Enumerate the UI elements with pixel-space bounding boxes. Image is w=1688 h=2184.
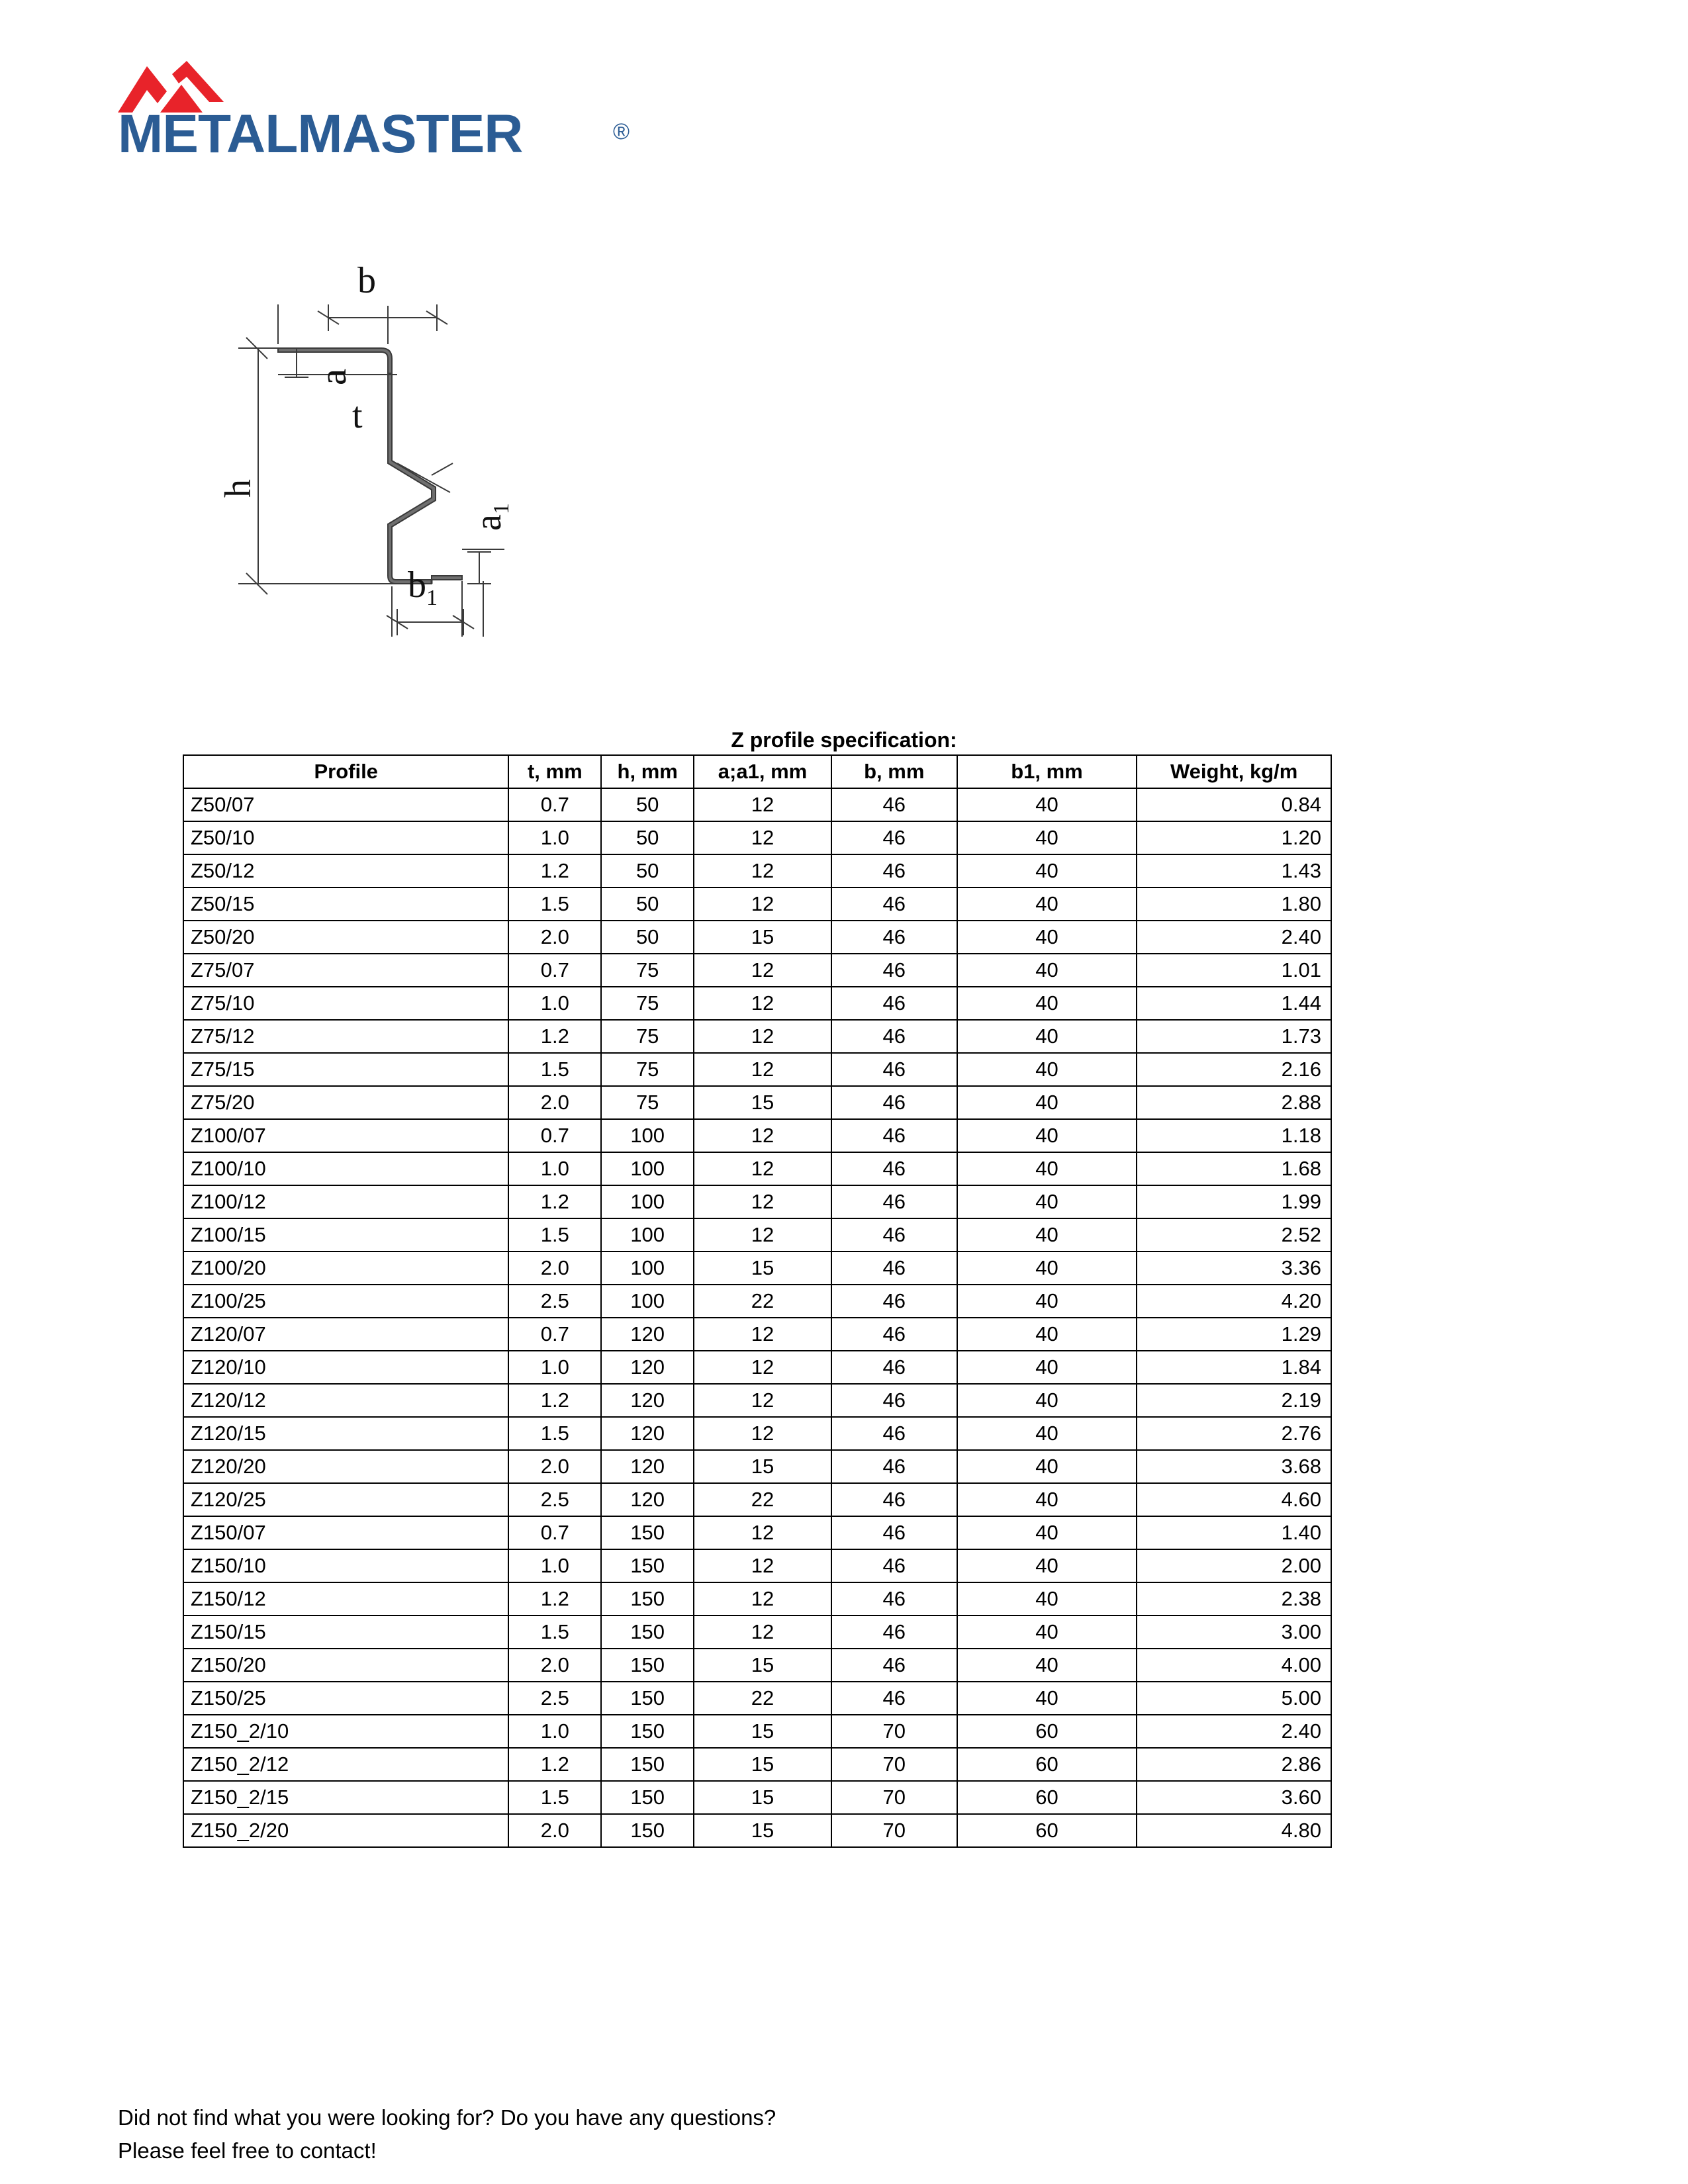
cell-t: 1.0	[508, 1549, 601, 1582]
table-row	[183, 1020, 1331, 1053]
cell-a-a1: 12	[694, 1582, 831, 1615]
cell-profile: Z50/15	[183, 887, 508, 921]
cell-b: 46	[831, 1152, 957, 1185]
cell-weight: 4.00	[1137, 1649, 1331, 1682]
cell-b1: 40	[957, 788, 1137, 821]
cell-t: 2.0	[508, 921, 601, 954]
cell-a-a1: 12	[694, 1516, 831, 1549]
table-row	[183, 1483, 1331, 1516]
brand-name: METALMASTER	[118, 104, 523, 164]
cell-a-a1: 12	[694, 854, 831, 887]
cell-profile: Z100/20	[183, 1251, 508, 1285]
dim-label-b: b	[357, 260, 376, 301]
table-row	[183, 921, 1331, 954]
cell-weight: 1.29	[1137, 1318, 1331, 1351]
cell-h: 150	[601, 1549, 694, 1582]
cell-profile: Z120/07	[183, 1318, 508, 1351]
dim-label-a1	[467, 503, 514, 531]
dim-label-a1-sub: 1	[489, 503, 514, 515]
cell-b1: 40	[957, 1119, 1137, 1152]
cell-b: 46	[831, 1285, 957, 1318]
cell-weight: 0.84	[1137, 788, 1331, 821]
cell-profile: Z150/10	[183, 1549, 508, 1582]
cell-t: 2.0	[508, 1649, 601, 1682]
cell-b1: 60	[957, 1715, 1137, 1748]
table-row	[183, 1152, 1331, 1185]
cell-b: 46	[831, 1450, 957, 1483]
brand-logo	[118, 61, 687, 167]
cell-b: 46	[831, 1549, 957, 1582]
cell-b1: 40	[957, 1450, 1137, 1483]
cell-t: 1.2	[508, 1582, 601, 1615]
cell-h: 120	[601, 1351, 694, 1384]
cell-h: 100	[601, 1218, 694, 1251]
cell-a-a1: 15	[694, 1715, 831, 1748]
cell-b: 46	[831, 1251, 957, 1285]
table-header	[183, 755, 1331, 788]
cell-b1: 40	[957, 887, 1137, 921]
cell-t: 2.5	[508, 1285, 601, 1318]
cell-t: 2.0	[508, 1086, 601, 1119]
cell-h: 50	[601, 788, 694, 821]
cell-profile: Z75/10	[183, 987, 508, 1020]
cell-b1: 40	[957, 1351, 1137, 1384]
cell-t: 2.5	[508, 1682, 601, 1715]
dim-label-t: t	[352, 395, 363, 436]
cell-h: 150	[601, 1814, 694, 1847]
cell-a-a1: 12	[694, 1417, 831, 1450]
cell-b1: 60	[957, 1748, 1137, 1781]
cell-b1: 40	[957, 1251, 1137, 1285]
cell-a-a1: 15	[694, 1086, 831, 1119]
cell-t: 1.5	[508, 1781, 601, 1814]
cell-h: 150	[601, 1516, 694, 1549]
cell-t: 0.7	[508, 1516, 601, 1549]
cell-weight: 1.73	[1137, 1020, 1331, 1053]
cell-b: 70	[831, 1781, 957, 1814]
cell-b: 70	[831, 1748, 957, 1781]
table-row	[183, 788, 1331, 821]
cell-a-a1: 12	[694, 1119, 831, 1152]
cell-weight: 1.68	[1137, 1152, 1331, 1185]
cell-profile: Z120/25	[183, 1483, 508, 1516]
cell-b: 46	[831, 1649, 957, 1682]
table-row	[183, 1086, 1331, 1119]
cell-a-a1: 15	[694, 921, 831, 954]
cell-a-a1: 12	[694, 1152, 831, 1185]
table-row	[183, 1384, 1331, 1417]
cell-weight: 1.01	[1137, 954, 1331, 987]
cell-weight: 2.19	[1137, 1384, 1331, 1417]
cell-h: 150	[601, 1682, 694, 1715]
cell-b: 46	[831, 1384, 957, 1417]
table-row	[183, 1682, 1331, 1715]
table-row	[183, 1715, 1331, 1748]
dim-label-a1-base: a	[468, 514, 509, 531]
cell-t: 1.2	[508, 1020, 601, 1053]
cell-profile: Z100/10	[183, 1152, 508, 1185]
table-row	[183, 1549, 1331, 1582]
cell-weight: 3.00	[1137, 1615, 1331, 1649]
cell-b: 46	[831, 1417, 957, 1450]
cell-b: 46	[831, 1351, 957, 1384]
cell-a-a1: 22	[694, 1285, 831, 1318]
cell-a-a1: 12	[694, 954, 831, 987]
cell-weight: 2.00	[1137, 1549, 1331, 1582]
cell-weight: 4.80	[1137, 1814, 1331, 1847]
column-header-a-a1: a;a1, mm	[694, 755, 831, 788]
cell-b1: 40	[957, 1649, 1137, 1682]
cell-weight: 2.86	[1137, 1748, 1331, 1781]
column-header-b1: b1, mm	[957, 755, 1137, 788]
cell-h: 150	[601, 1715, 694, 1748]
cell-weight: 1.80	[1137, 887, 1331, 921]
cell-h: 50	[601, 921, 694, 954]
cell-b1: 40	[957, 1615, 1137, 1649]
cell-t: 0.7	[508, 1119, 601, 1152]
profile-cross-section-svg	[199, 265, 702, 668]
cell-b: 46	[831, 987, 957, 1020]
cell-profile: Z75/20	[183, 1086, 508, 1119]
cell-t: 1.5	[508, 1417, 601, 1450]
table-row	[183, 1582, 1331, 1615]
table-row	[183, 1781, 1331, 1814]
cell-b1: 40	[957, 1086, 1137, 1119]
cell-profile: Z75/07	[183, 954, 508, 987]
cell-weight: 2.16	[1137, 1053, 1331, 1086]
cell-b1: 40	[957, 1152, 1137, 1185]
cell-b1: 40	[957, 1185, 1137, 1218]
table-row	[183, 1218, 1331, 1251]
cell-profile: Z75/12	[183, 1020, 508, 1053]
column-header-profile: Profile	[183, 755, 508, 788]
table-header-row	[183, 755, 1331, 788]
cell-b: 46	[831, 1218, 957, 1251]
table-caption: Z profile specification:	[731, 728, 957, 752]
z-profile-drawing	[199, 260, 702, 668]
table-row	[183, 1814, 1331, 1847]
table-row	[183, 1119, 1331, 1152]
column-header-weight: Weight, kg/m	[1137, 755, 1331, 788]
column-header-h: h, mm	[601, 755, 694, 788]
cell-profile: Z120/15	[183, 1417, 508, 1450]
cell-t: 1.5	[508, 1615, 601, 1649]
cell-weight: 2.88	[1137, 1086, 1331, 1119]
cell-profile: Z120/12	[183, 1384, 508, 1417]
cell-a-a1: 12	[694, 1615, 831, 1649]
cell-profile: Z50/10	[183, 821, 508, 854]
cell-weight: 1.99	[1137, 1185, 1331, 1218]
cell-t: 1.0	[508, 1351, 601, 1384]
cell-h: 100	[601, 1152, 694, 1185]
cell-h: 75	[601, 987, 694, 1020]
cell-b: 70	[831, 1814, 957, 1847]
cell-b: 46	[831, 1516, 957, 1549]
cell-a-a1: 12	[694, 1218, 831, 1251]
cell-b1: 60	[957, 1781, 1137, 1814]
cell-weight: 4.20	[1137, 1285, 1331, 1318]
cell-profile: Z150_2/20	[183, 1814, 508, 1847]
cell-t: 2.0	[508, 1814, 601, 1847]
cell-weight: 1.40	[1137, 1516, 1331, 1549]
cell-h: 75	[601, 954, 694, 987]
cell-profile: Z150/07	[183, 1516, 508, 1549]
cell-profile: Z50/20	[183, 921, 508, 954]
table-row	[183, 1185, 1331, 1218]
cell-profile: Z150/12	[183, 1582, 508, 1615]
cell-b1: 40	[957, 1483, 1137, 1516]
cell-a-a1: 15	[694, 1649, 831, 1682]
cell-b: 46	[831, 1318, 957, 1351]
cell-h: 75	[601, 1053, 694, 1086]
cell-t: 1.0	[508, 1152, 601, 1185]
cell-a-a1: 15	[694, 1748, 831, 1781]
footer-line-1: Did not find what you were looking for? Do you have any questions?	[118, 2105, 776, 2130]
table-row	[183, 1351, 1331, 1384]
cell-h: 120	[601, 1450, 694, 1483]
cell-b: 46	[831, 1185, 957, 1218]
cell-h: 150	[601, 1582, 694, 1615]
contact-footer	[118, 2101, 776, 2167]
cell-b1: 40	[957, 1285, 1137, 1318]
cell-t: 0.7	[508, 1318, 601, 1351]
cell-h: 120	[601, 1483, 694, 1516]
cell-profile: Z100/07	[183, 1119, 508, 1152]
cell-h: 120	[601, 1417, 694, 1450]
cell-a-a1: 12	[694, 887, 831, 921]
cell-t: 2.0	[508, 1450, 601, 1483]
cell-profile: Z150_2/12	[183, 1748, 508, 1781]
cell-h: 150	[601, 1748, 694, 1781]
cell-a-a1: 15	[694, 1781, 831, 1814]
cell-b: 46	[831, 921, 957, 954]
cell-a-a1: 15	[694, 1814, 831, 1847]
cell-b1: 40	[957, 1384, 1137, 1417]
cell-weight: 3.36	[1137, 1251, 1331, 1285]
cell-b1: 40	[957, 921, 1137, 954]
cell-h: 50	[601, 854, 694, 887]
table-row	[183, 1748, 1331, 1781]
cell-t: 1.2	[508, 854, 601, 887]
cell-a-a1: 12	[694, 1185, 831, 1218]
cell-t: 1.5	[508, 887, 601, 921]
cell-h: 75	[601, 1086, 694, 1119]
cell-weight: 2.38	[1137, 1582, 1331, 1615]
cell-weight: 1.18	[1137, 1119, 1331, 1152]
registered-mark-icon: ®	[613, 119, 630, 144]
cell-b1: 40	[957, 1417, 1137, 1450]
table-row	[183, 954, 1331, 987]
cell-b: 46	[831, 1483, 957, 1516]
cell-weight: 4.60	[1137, 1483, 1331, 1516]
dim-label-b1	[408, 564, 438, 611]
cell-profile: Z150/25	[183, 1682, 508, 1715]
cell-h: 150	[601, 1615, 694, 1649]
cell-t: 2.5	[508, 1483, 601, 1516]
cell-b: 46	[831, 1086, 957, 1119]
cell-h: 150	[601, 1649, 694, 1682]
cell-b1: 40	[957, 1516, 1137, 1549]
cell-b1: 40	[957, 1053, 1137, 1086]
dim-label-b1-sub: 1	[426, 586, 438, 611]
cell-a-a1: 15	[694, 1251, 831, 1285]
cell-profile: Z150/20	[183, 1649, 508, 1682]
cell-b: 46	[831, 1020, 957, 1053]
cell-weight: 2.76	[1137, 1417, 1331, 1450]
cell-t: 1.0	[508, 1715, 601, 1748]
cell-weight: 1.44	[1137, 987, 1331, 1020]
table-body	[183, 788, 1331, 1847]
table-row	[183, 821, 1331, 854]
table-row	[183, 1053, 1331, 1086]
cell-h: 50	[601, 887, 694, 921]
table-row	[183, 1450, 1331, 1483]
cell-weight: 2.52	[1137, 1218, 1331, 1251]
cell-profile: Z100/25	[183, 1285, 508, 1318]
cell-profile: Z150_2/15	[183, 1781, 508, 1814]
table-row	[183, 987, 1331, 1020]
cell-b1: 60	[957, 1814, 1137, 1847]
footer-line-2: Please feel free to contact!	[118, 2138, 377, 2163]
cell-profile: Z150_2/10	[183, 1715, 508, 1748]
cell-t: 1.5	[508, 1053, 601, 1086]
cell-h: 100	[601, 1285, 694, 1318]
cell-b1: 40	[957, 1318, 1137, 1351]
cell-a-a1: 12	[694, 1384, 831, 1417]
dim-label-a: a	[313, 369, 354, 385]
cell-profile: Z120/20	[183, 1450, 508, 1483]
cell-t: 1.5	[508, 1218, 601, 1251]
cell-b: 46	[831, 1119, 957, 1152]
dim-label-h: h	[218, 479, 259, 498]
cell-b: 46	[831, 1615, 957, 1649]
cell-b: 46	[831, 854, 957, 887]
cell-b: 46	[831, 788, 957, 821]
cell-t: 1.0	[508, 987, 601, 1020]
table-row	[183, 1649, 1331, 1682]
cell-b: 46	[831, 887, 957, 921]
cell-t: 1.2	[508, 1748, 601, 1781]
cell-a-a1: 12	[694, 1053, 831, 1086]
cell-h: 50	[601, 821, 694, 854]
cell-a-a1: 12	[694, 1318, 831, 1351]
cell-b1: 40	[957, 954, 1137, 987]
cell-b1: 40	[957, 1218, 1137, 1251]
cell-b1: 40	[957, 1020, 1137, 1053]
cell-h: 150	[601, 1781, 694, 1814]
cell-profile: Z50/07	[183, 788, 508, 821]
cell-h: 100	[601, 1119, 694, 1152]
cell-weight: 1.20	[1137, 821, 1331, 854]
table-row	[183, 1615, 1331, 1649]
cell-weight: 1.84	[1137, 1351, 1331, 1384]
cell-profile: Z150/15	[183, 1615, 508, 1649]
cell-t: 0.7	[508, 788, 601, 821]
cell-t: 1.2	[508, 1384, 601, 1417]
cell-a-a1: 12	[694, 821, 831, 854]
cell-a-a1: 12	[694, 788, 831, 821]
cell-h: 120	[601, 1318, 694, 1351]
cell-b: 46	[831, 1682, 957, 1715]
table-row	[183, 887, 1331, 921]
cell-h: 100	[601, 1185, 694, 1218]
table-row	[183, 1285, 1331, 1318]
cell-b1: 40	[957, 1582, 1137, 1615]
cell-b1: 40	[957, 987, 1137, 1020]
column-header-b: b, mm	[831, 755, 957, 788]
cell-weight: 3.60	[1137, 1781, 1331, 1814]
cell-weight: 2.40	[1137, 1715, 1331, 1748]
cell-a-a1: 12	[694, 987, 831, 1020]
cell-b1: 40	[957, 854, 1137, 887]
table-row	[183, 854, 1331, 887]
z-profile-spec-table	[183, 754, 1332, 1848]
cell-b: 46	[831, 1582, 957, 1615]
table-row	[183, 1516, 1331, 1549]
table-row	[183, 1251, 1331, 1285]
cell-a-a1: 15	[694, 1450, 831, 1483]
cell-b1: 40	[957, 1682, 1137, 1715]
cell-profile: Z50/12	[183, 854, 508, 887]
cell-weight: 3.68	[1137, 1450, 1331, 1483]
cell-b: 70	[831, 1715, 957, 1748]
table-row	[183, 1318, 1331, 1351]
cell-b: 46	[831, 821, 957, 854]
cell-profile: Z100/12	[183, 1185, 508, 1218]
cell-weight: 5.00	[1137, 1682, 1331, 1715]
cell-a-a1: 22	[694, 1483, 831, 1516]
cell-h: 120	[601, 1384, 694, 1417]
cell-profile: Z100/15	[183, 1218, 508, 1251]
cell-profile: Z75/15	[183, 1053, 508, 1086]
column-header-t: t, mm	[508, 755, 601, 788]
cell-weight: 2.40	[1137, 921, 1331, 954]
cell-b: 46	[831, 1053, 957, 1086]
dim-label-b1-base: b	[408, 565, 426, 606]
cell-t: 1.0	[508, 821, 601, 854]
cell-a-a1: 12	[694, 1351, 831, 1384]
cell-t: 1.2	[508, 1185, 601, 1218]
cell-b: 46	[831, 954, 957, 987]
cell-weight: 1.43	[1137, 854, 1331, 887]
cell-h: 75	[601, 1020, 694, 1053]
cell-profile: Z120/10	[183, 1351, 508, 1384]
cell-a-a1: 22	[694, 1682, 831, 1715]
cell-h: 100	[601, 1251, 694, 1285]
cell-a-a1: 12	[694, 1549, 831, 1582]
table-row	[183, 1417, 1331, 1450]
cell-t: 2.0	[508, 1251, 601, 1285]
cell-a-a1: 12	[694, 1020, 831, 1053]
cell-t: 0.7	[508, 954, 601, 987]
cell-b1: 40	[957, 821, 1137, 854]
cell-b1: 40	[957, 1549, 1137, 1582]
